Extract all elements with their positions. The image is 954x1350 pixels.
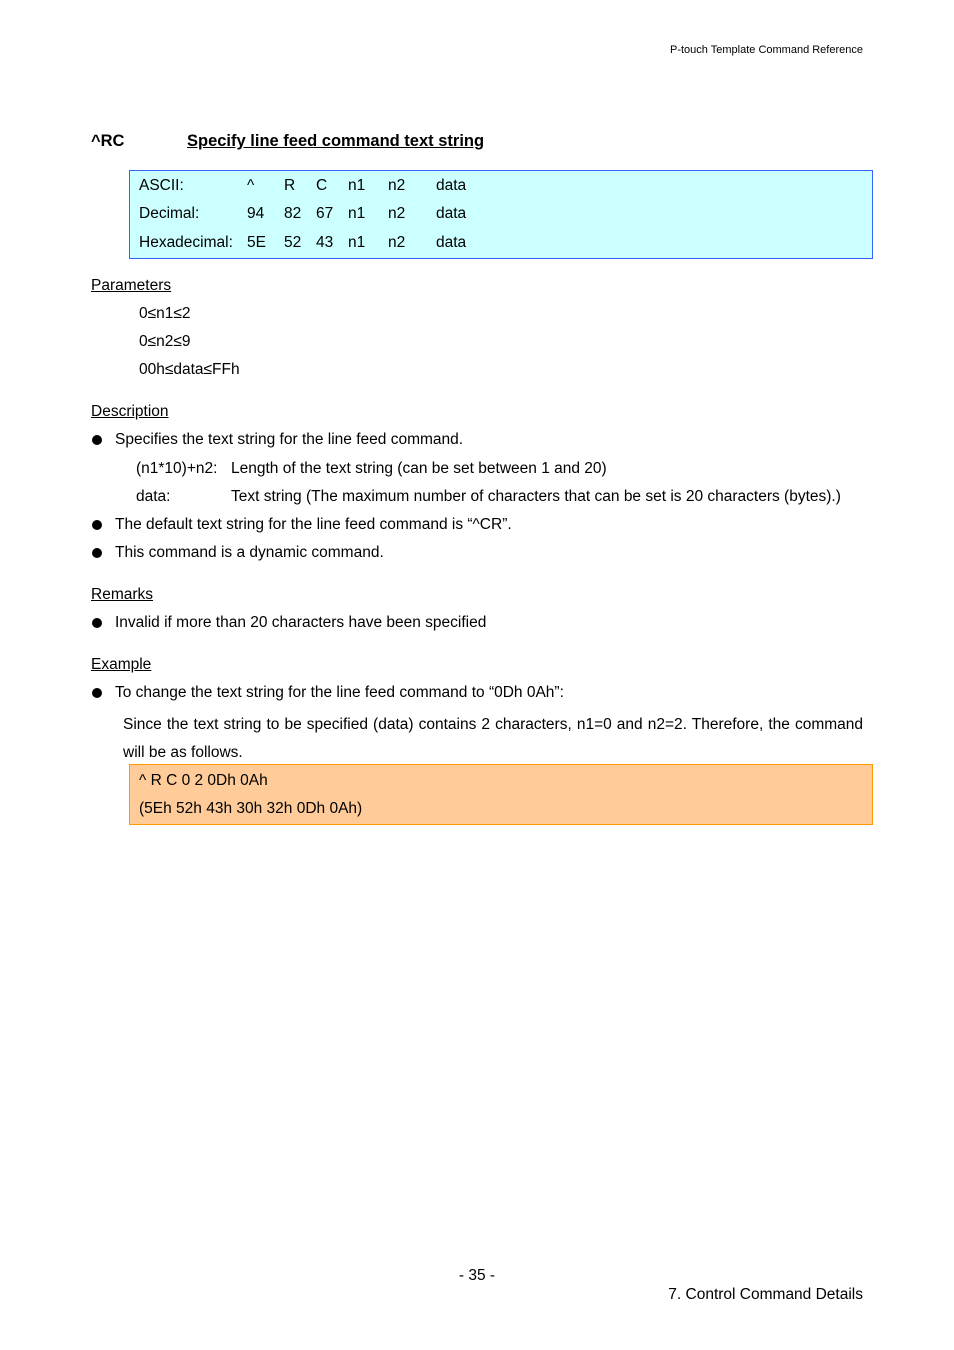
command-name: ^RC bbox=[91, 132, 125, 150]
cell: data bbox=[436, 234, 467, 251]
cell: n2 bbox=[388, 234, 406, 251]
example-item: To change the text string for the line feed command to “0Dh 0Ah”: bbox=[115, 684, 564, 701]
remarks-item: Invalid if more than 20 characters have been specified bbox=[115, 614, 487, 631]
parameter-item: 0≤n1≤2 bbox=[139, 305, 191, 322]
example-code-box bbox=[129, 764, 873, 825]
example-heading: Example bbox=[91, 656, 152, 673]
description-item: This command is a dynamic command. bbox=[115, 544, 384, 561]
cell: 67 bbox=[316, 205, 334, 222]
page-title bbox=[91, 132, 484, 151]
cell: data bbox=[436, 177, 467, 194]
description-item: The default text string for the line feed command is “^CR”. bbox=[115, 516, 512, 533]
page-number: - 35 - bbox=[458, 1267, 496, 1284]
remarks-heading: Remarks bbox=[91, 586, 154, 603]
bullet-icon bbox=[92, 435, 102, 445]
cell: 94 bbox=[247, 205, 265, 222]
cell: 82 bbox=[284, 205, 302, 222]
cell: n1 bbox=[348, 205, 366, 222]
header-reference: P-touch Template Command Reference bbox=[669, 44, 863, 56]
bullet-icon bbox=[92, 520, 102, 530]
cell: data bbox=[436, 205, 467, 222]
code-line: ^ R C 0 2 0Dh 0Ah bbox=[139, 772, 268, 789]
bullet-icon bbox=[92, 618, 102, 628]
definition-value: Text string (The maximum number of characters that can be set is 20 characters (bytes).) bbox=[231, 488, 841, 505]
description-heading: Description bbox=[91, 403, 169, 420]
row-label: Hexadecimal: bbox=[139, 234, 233, 251]
code-line: (5Eh 52h 43h 30h 32h 0Dh 0Ah) bbox=[139, 800, 363, 817]
definition-label: (n1*10)+n2: bbox=[136, 460, 218, 477]
parameters-heading: Parameters bbox=[91, 277, 172, 294]
cell: n2 bbox=[388, 177, 406, 194]
cell: ^ bbox=[247, 177, 255, 194]
footer-section: 7. Control Command Details bbox=[668, 1286, 863, 1303]
cell: n1 bbox=[348, 234, 366, 251]
command-title: Specify line feed command text string bbox=[187, 132, 485, 150]
cell: C bbox=[316, 177, 328, 194]
parameter-item: 00h≤data≤FFh bbox=[139, 361, 240, 378]
parameter-item: 0≤n2≤9 bbox=[139, 333, 191, 350]
cell: 52 bbox=[284, 234, 302, 251]
bullet-icon bbox=[92, 688, 102, 698]
cell: 43 bbox=[316, 234, 334, 251]
cell: R bbox=[284, 177, 296, 194]
definition-label: data: bbox=[136, 488, 171, 505]
example-explanation: Since the text string to be specified (data) contains 2 characters, n1=0 and n2=2. Therefore, the command will be as follows. bbox=[123, 716, 863, 761]
cell: n1 bbox=[348, 177, 366, 194]
command-syntax-box bbox=[129, 170, 873, 259]
description-item: Specifies the text string for the line feed command. bbox=[115, 431, 464, 448]
bullet-icon bbox=[92, 548, 102, 558]
row-label: ASCII: bbox=[139, 177, 184, 194]
definition-value: Length of the text string (can be set between 1 and 20) bbox=[231, 460, 607, 477]
cell: n2 bbox=[388, 205, 406, 222]
cell: 5E bbox=[247, 234, 266, 251]
row-label: Decimal: bbox=[139, 205, 200, 222]
